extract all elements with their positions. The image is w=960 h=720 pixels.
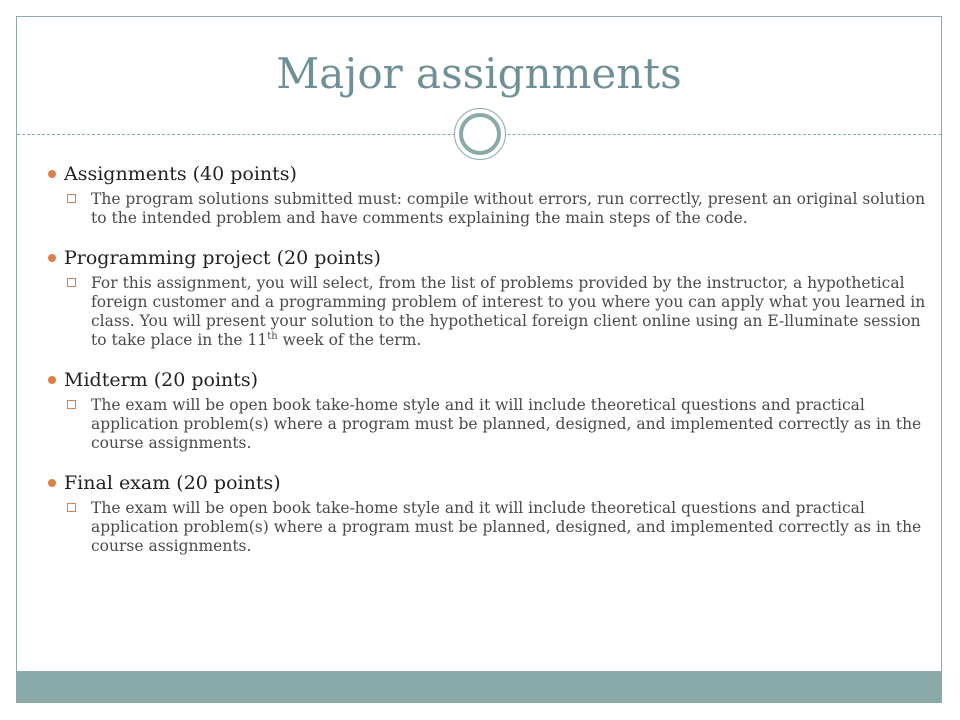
- list-item-final-exam: [48, 469, 938, 556]
- section-heading-row: [48, 366, 938, 394]
- round-bullet-icon: [48, 170, 56, 178]
- section-heading: Midterm (20 points): [64, 369, 259, 391]
- detail-text-end: week of the term.: [277, 331, 422, 349]
- section-heading-row: [48, 469, 938, 497]
- list-item-midterm: [48, 366, 938, 453]
- section-detail: The exam will be open book take-home style and it will include theoretical questions and practical application problem(s) where a program must be planned, designed, and implemented correctly as in the course assignments.: [91, 396, 922, 452]
- detail-text-start: For this assignment, you will select, from the list of problems provided by the instructor, a hypothetical foreign customer and a programming problem of interest to you where you can apply what you learned in class. You will present your solution to the hypothetical foreign client online using an E-lluminate session to take place in the 11: [91, 274, 926, 349]
- square-bullet-icon: [67, 503, 76, 512]
- round-bullet-icon: [48, 376, 56, 384]
- footer-bar: [16, 671, 942, 703]
- decorative-ring-icon: [454, 108, 506, 160]
- square-bullet-icon: [67, 278, 76, 287]
- round-bullet-icon: [48, 254, 56, 262]
- section-detail-row: [48, 274, 938, 350]
- square-bullet-icon: [67, 194, 76, 203]
- slide-title: Major assignments: [276, 49, 682, 98]
- section-detail-row: [48, 396, 938, 453]
- section-detail-row: [48, 499, 938, 556]
- section-heading-row: [48, 244, 938, 272]
- round-bullet-icon: [48, 479, 56, 487]
- decorative-ring-inner: [459, 113, 501, 155]
- square-bullet-icon: [67, 400, 76, 409]
- list-item-assignments: [48, 160, 938, 228]
- list-item-programming-project: [48, 244, 938, 350]
- section-heading: Final exam (20 points): [64, 472, 281, 494]
- content-list: [48, 160, 938, 572]
- section-heading-row: [48, 160, 938, 188]
- section-detail: The exam will be open book take-home style and it will include theoretical questions and practical application problem(s) where a program must be planned, designed, and implemented correctly as in the course assignments.: [91, 499, 922, 555]
- section-detail: [91, 274, 925, 349]
- section-heading: Programming project (20 points): [64, 247, 381, 269]
- section-heading: Assignments (40 points): [64, 163, 297, 185]
- ordinal-superscript: th: [267, 330, 278, 342]
- section-detail: The program solutions submitted must: compile without errors, run correctly, present an original solution to the intended problem and have comments explaining the main steps of the code.: [91, 190, 926, 227]
- section-detail-row: [48, 190, 938, 228]
